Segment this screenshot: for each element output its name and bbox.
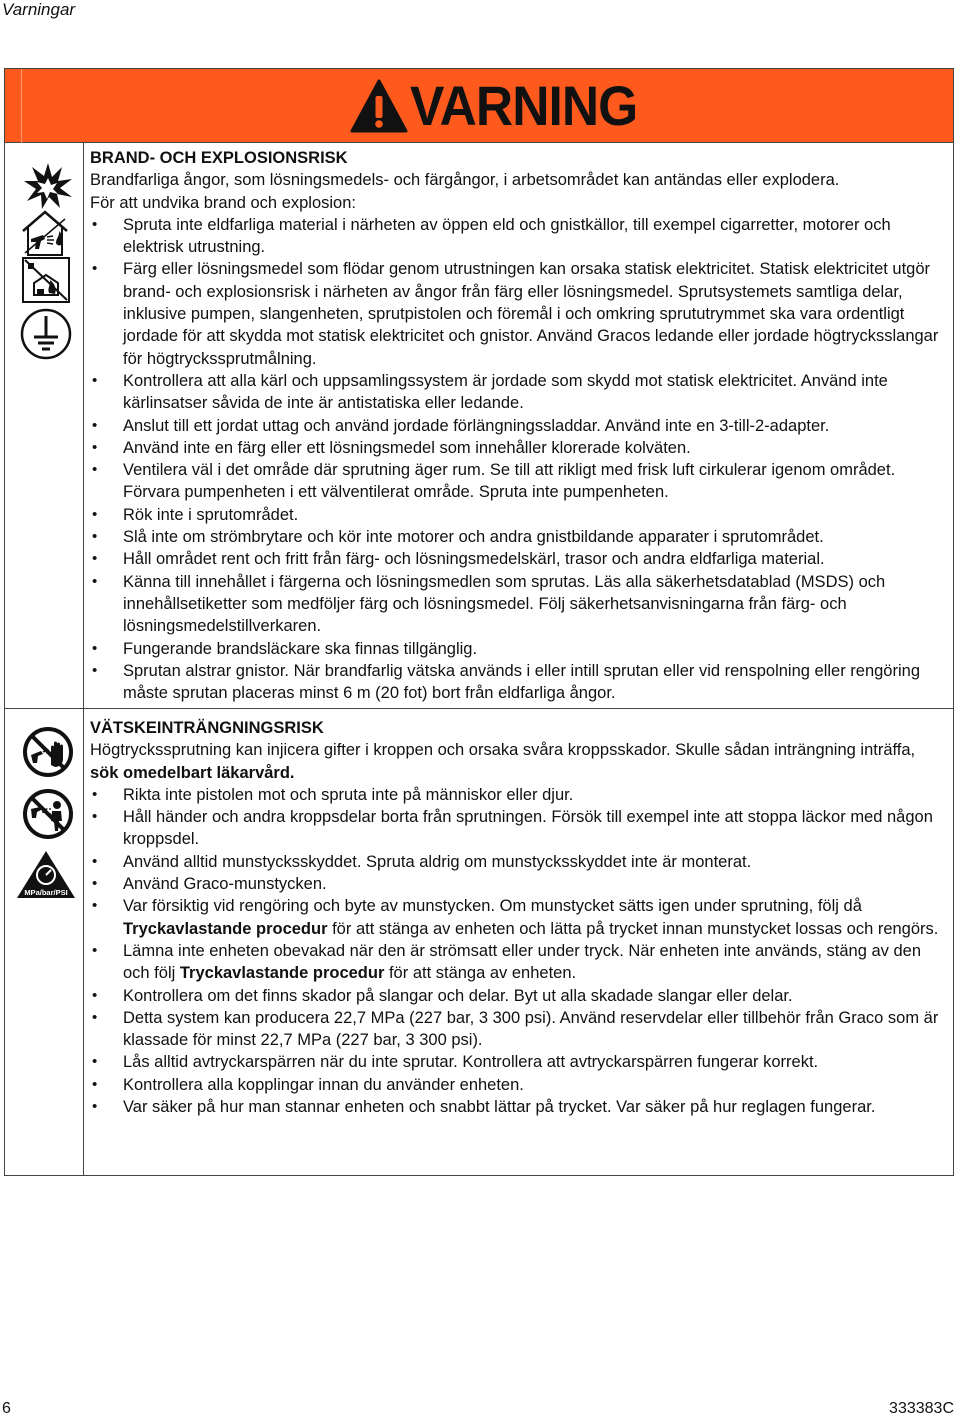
list-item: • Känna till innehållet i färgerna och lösningsmedlen som sprutas. Läs alla säkerhetsdatablad (MSDS) och innehållsetiketter som medföljer färg och lösningsmedel. Följ säkerhetsanvisningarna från färg- och lösningsmedelstillverkaren. [90,571,942,638]
list-item: • Färg eller lösningsmedel som flödar genom utrustningen kan orsaka statisk elektricitet. Statisk elektricitet utgör brand- och explosionsrisk i närheten av ångor från färg eller lösningsmedel. Sprutsystemets samtliga delar, inklusive pumpen, slangenheten, sprutpistolen och föremål i och omkring sprututrymmet ska vara ordentligt jordade för att skydda mot statisk elektricitet och gnistor. Använd Gracos ledande eller jordade högtrycksslangar för högtryckssprutmålning. [90,258,942,369]
list-item: • Lås alltid avtryckarspärren när du inte sprutar. Kontrollera att avtryckarspärren fungerar korrekt. [90,1051,942,1073]
injection-heading: VÄTSKEINTRÄNGNINGSRISK [90,719,324,737]
pressure-unit-label: MPa/bar/PSI [24,888,68,897]
no-spray-at-person-icon [21,787,75,841]
fire-list [90,214,942,705]
injection-section [90,717,942,1118]
list-item: • Håll området rent och fritt från färg- och lösningsmedelskärl, trasor och andra eldfarliga material. [90,548,942,570]
list-item [90,940,942,985]
section-divider [5,708,953,709]
list-item: • Rök inte i sprutområdet. [90,504,942,526]
list-item: • Håll händer och andra kroppsdelar borta från sprutningen. Försök till exempel inte att stoppa läckor med någon kroppsdel. [90,806,942,851]
banner-word: VARNING [410,74,638,137]
list-item: • Sprutan alstrar gnistor. När brandfarlig vätska används i eller intill sprutan eller vid renspolning eller rengöring måste sprutan placeras minst 6 m (20 fot) bort från eldfarliga ångor. [90,660,942,705]
list-item: • Använd Graco-munstycken. [90,873,942,895]
warning-banner [5,69,953,143]
injection-intro [90,739,942,784]
list-item: • Kontrollera alla kopplingar innan du använder enheten. [90,1074,942,1096]
list-item: • Ventilera väl i det område där sprutning äger rum. Se till att rikligt med frisk luft cirkulerar igenom området. Förvara pumpenheten i ett välventilerat område. Spruta inte pumpenheten. [90,459,942,504]
fire-heading: BRAND- OCH EXPLOSIONSRISK [90,149,348,167]
list-item: • Rikta inte pistolen mot och spruta inte på människor eller djur. [90,784,942,806]
injection-intro-text: Högtryckssprutning kan injicera gifter i kroppen och orsaka svåra kroppsskador. Skulle sådan inträngning inträffa, [90,741,916,760]
list-item: • Detta system kan producera 22,7 MPa (227 bar, 3 300 psi). Använd reservdelar eller tillbehör från Graco som är klassade för minst 22,7 MPa (227 bar, 3 300 psi). [90,1007,942,1052]
list-item [90,895,942,940]
list-item: • Använd alltid munstycksskyddet. Spruta aldrig om munstycksskyddet inte är monterat. [90,851,942,873]
pressure-relief-link: Tryckavlastande procedur [123,919,328,938]
document-code: 333383C [889,1400,954,1417]
fire-explosion-section [90,147,942,704]
injection-list [90,784,942,1118]
page-header-title: Varningar [2,0,76,19]
item-text: för att stänga av enheten. [384,964,577,983]
ground-icon [19,307,73,361]
banner-title [350,75,657,137]
pressure-gauge-icon [15,849,77,901]
fire-intro-2: För att undvika brand och explosion: [90,193,356,212]
pressure-relief-link: Tryckavlastande procedur [179,964,385,983]
list-item: • Fungerande brandsläckare ska finnas tillgänglig. [90,638,942,660]
list-item: • Var säker på hur man stannar enheten och snabbt lättar på trycket. Var säker på hur reglagen fungerar. [90,1096,942,1118]
list-item: • Spruta inte eldfarliga material i närheten av öppen eld och gnistkällor, till exempel cigarretter, motorer och elektrisk utrustning. [90,214,942,259]
fire-intro-1: Brandfarliga ångor, som lösningsmedels- och färgångor, i arbetsområdet kan antändas eller explodera. [90,171,840,190]
page-number: 6 [2,1400,11,1417]
item-text: Lämna inte enheten obevakad när den är strömsatt eller under tryck. När enheten inte används, stäng av den och följ [123,941,921,983]
list-item: • Kontrollera om det finns skador på slangar och delar. Byt ut alla skadade slangar eller delar. [90,985,942,1007]
icon-column-divider [83,143,84,1175]
list-item: • Kontrollera att alla kärl och uppsamlingssystem är jordade som skydd mot statisk elektricitet. Använd inte kärlinsatser såvida de inte är antistatiska eller ledande. [90,370,942,415]
list-item: • Anslut till ett jordat uttag och använd jordade förlängningssladdar. Använd inte en 3-till-2-adapter. [90,415,942,437]
list-item: • Slå inte om strömbrytare och kör inte motorer och andra gnistbildande apparater i sprutområdet. [90,526,942,548]
item-text: Var försiktig vid rengöring och byte av munstycken. Om munstycket sätts igen under sprutning, följ då [123,897,862,916]
no-open-flame-icon [20,255,72,305]
injection-intro-emphasis: sök omedelbart läkarvård. [90,763,295,782]
list-item: • Använd inte en färg eller ett lösningsmedel som innehåller klorerade kolväten. [90,437,942,459]
item-text: för att stänga av enheten och lätta på trycket innan munstycket lossas och rengörs. [327,919,939,938]
no-spray-near-fire-icon [19,209,71,257]
explosion-icon [22,161,74,211]
banner-divider [5,69,22,143]
no-hand-in-spray-icon [21,725,75,779]
warning-triangle-icon [350,78,408,134]
